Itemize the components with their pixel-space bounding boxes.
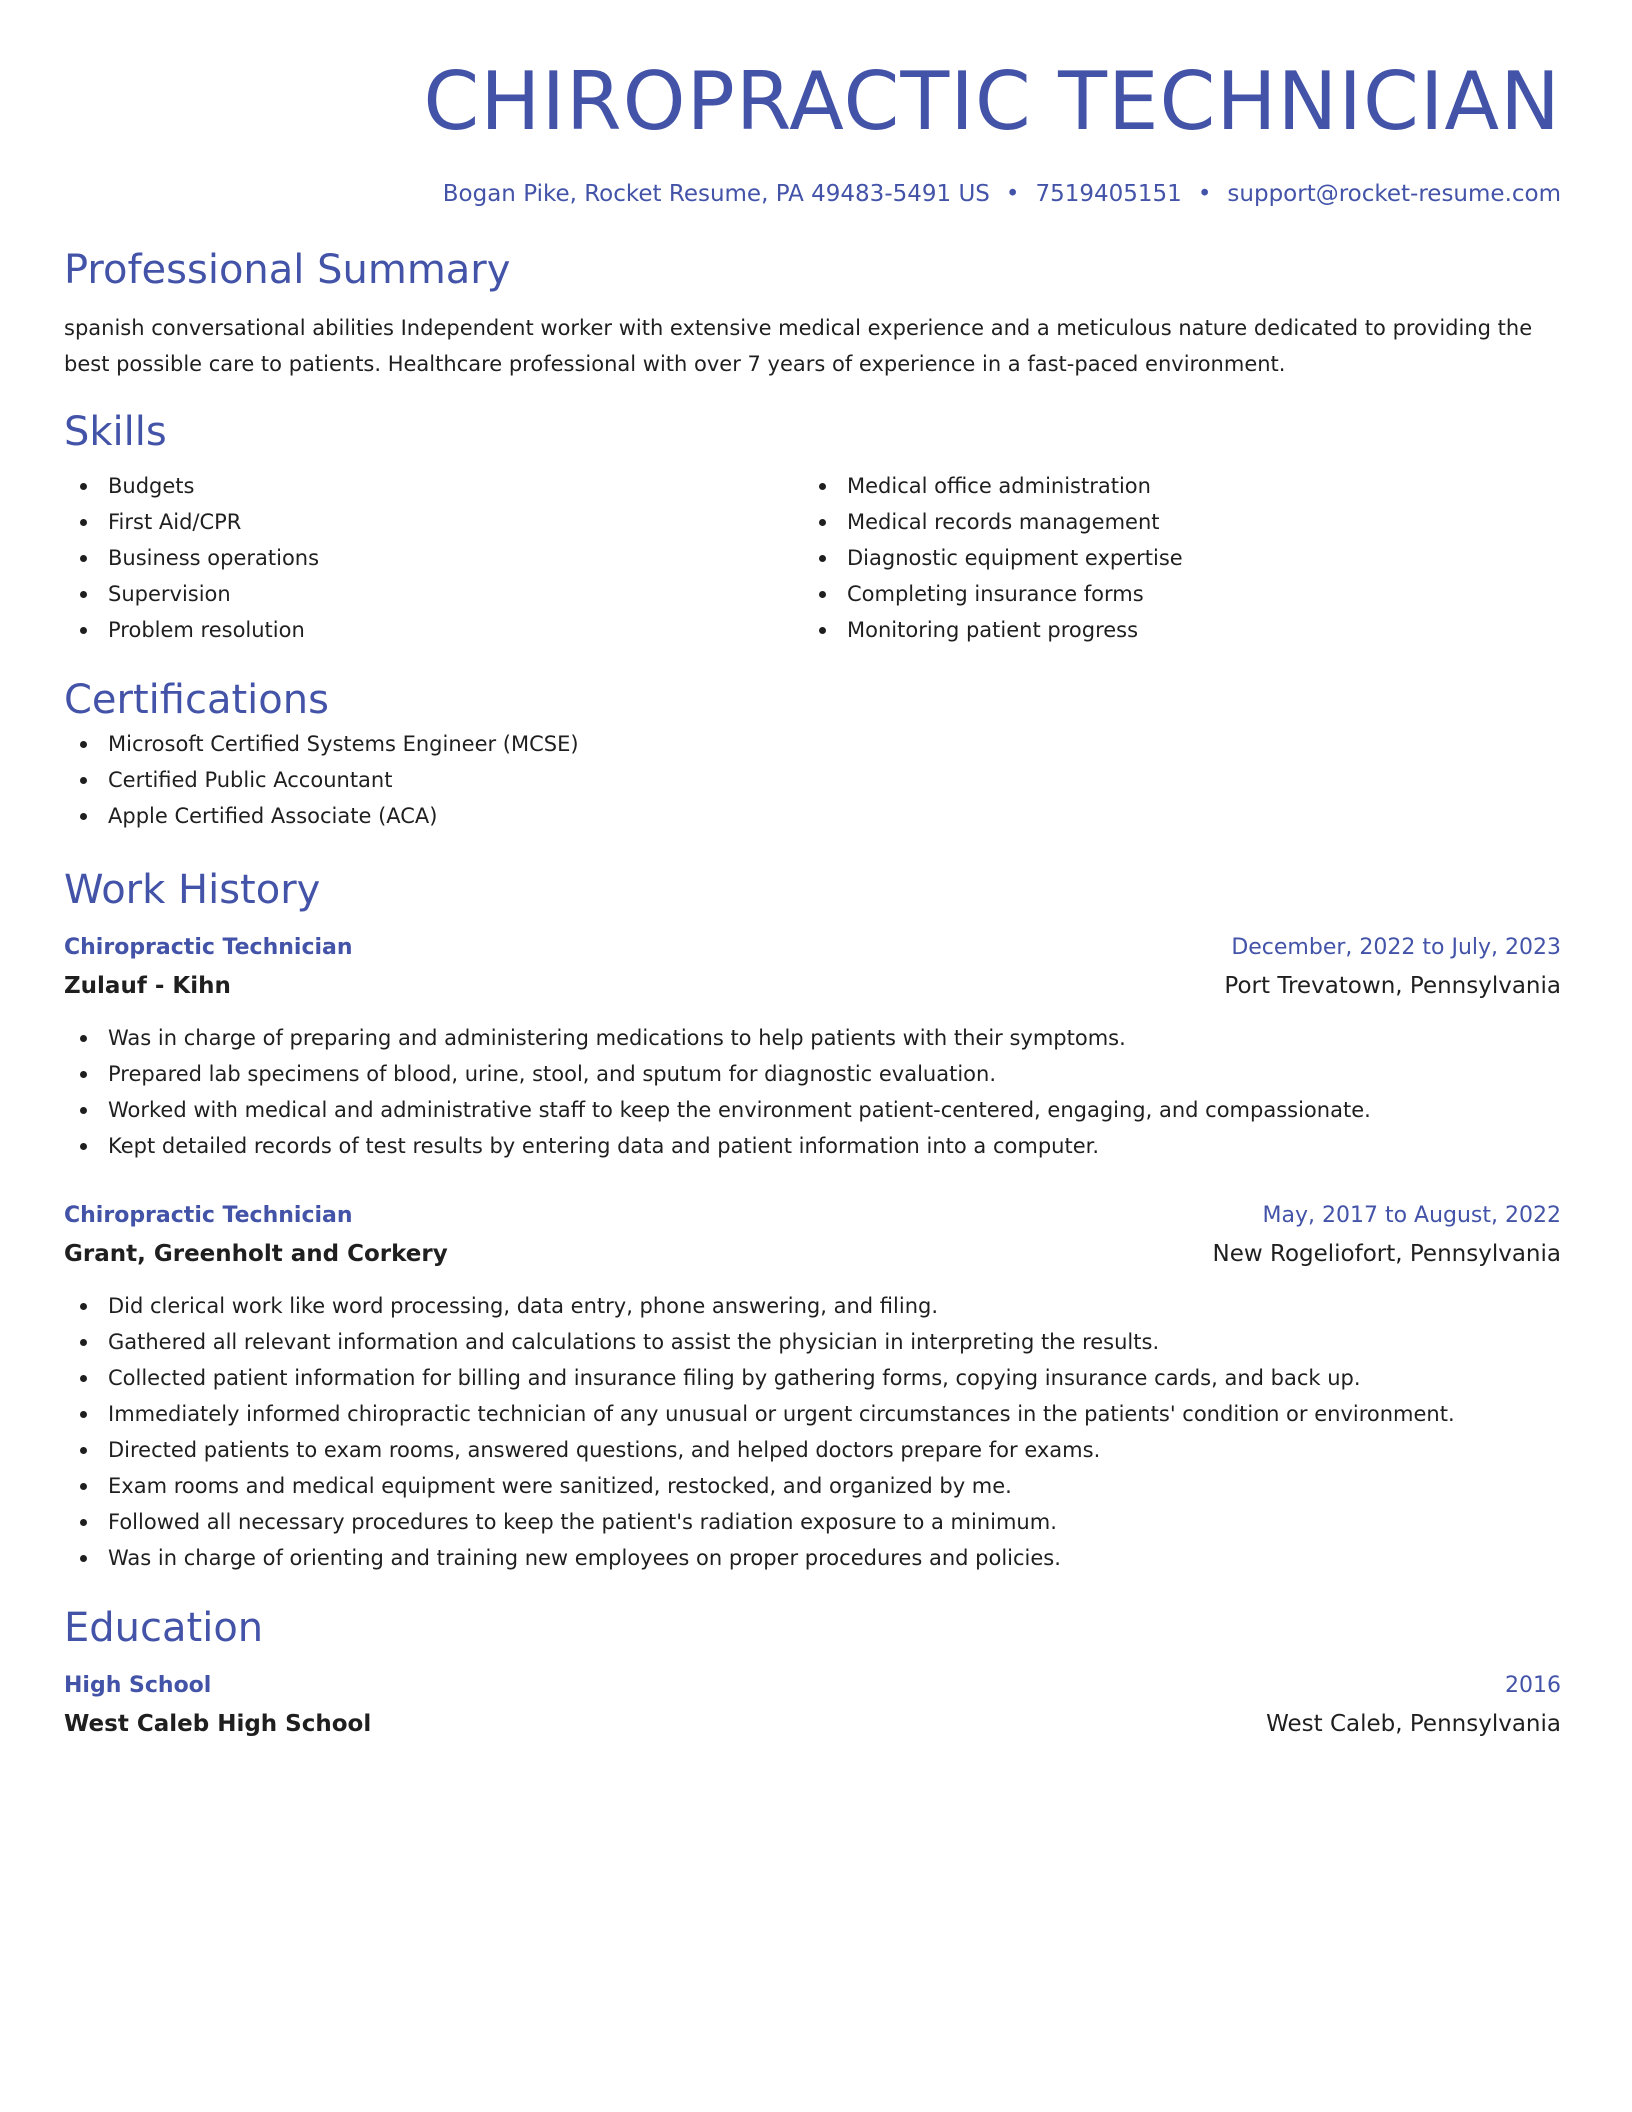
job-bullet: Prepared lab specimens of blood, urine, stool, and sputum for diagnostic evaluation.	[64, 1056, 1561, 1092]
job-header-row	[64, 1198, 1561, 1234]
certifications-list	[64, 726, 1561, 834]
section-title-skills: Skills	[64, 409, 167, 455]
education-degree: High School	[64, 1673, 212, 1698]
job-entry	[64, 930, 1561, 1164]
skill-item: Business operations	[64, 540, 803, 576]
resume-name: CHIROPRACTIC TECHNICIAN	[423, 55, 1561, 148]
job-company: Grant, Greenholt and Corkery	[64, 1241, 448, 1267]
skills-grid	[64, 468, 1561, 648]
contact-email: support@rocket-resume.com	[1227, 181, 1561, 207]
job-bullet: Exam rooms and medical equipment were sanitized, restocked, and organized by me.	[64, 1468, 1561, 1504]
summary-section	[64, 244, 1561, 382]
contact-phone: 7519405151	[1035, 181, 1182, 207]
summary-text: spanish conversational abilities Independent worker with extensive medical experience and a meticulous nature dedicated to providing the best possible care to patients. Healthcare professional with over 7 years of experience in a fast-paced environment.	[64, 316, 1533, 376]
job-title: Chiropractic Technician	[64, 1203, 353, 1228]
section-title-work-history: Work History	[64, 867, 321, 913]
skill-item: Supervision	[64, 576, 803, 612]
skill-item: Completing insurance forms	[803, 576, 1542, 612]
contact-line	[64, 178, 1561, 210]
education-header-row	[64, 1668, 1561, 1704]
section-title-education: Education	[64, 1605, 264, 1651]
education-entry	[64, 1668, 1561, 1744]
education-school: West Caleb High School	[64, 1711, 372, 1737]
skill-item: First Aid/CPR	[64, 504, 803, 540]
certifications-section	[64, 674, 1561, 834]
job-bullet: Followed all necessary procedures to keep the patient's radiation exposure to a minimum.	[64, 1504, 1561, 1540]
education-section	[64, 1602, 1561, 1744]
skills-list-right	[803, 468, 1542, 648]
certification-item: Certified Public Accountant	[64, 762, 1561, 798]
job-company-row	[64, 1234, 1561, 1274]
skill-item: Budgets	[64, 468, 803, 504]
education-school-row	[64, 1704, 1561, 1744]
work-history-section	[64, 864, 1561, 1576]
section-title-certifications: Certifications	[64, 677, 329, 723]
job-dates: December, 2022 to July, 2023	[1231, 935, 1561, 960]
section-title-summary: Professional Summary	[64, 247, 511, 293]
job-bullet: Was in charge of preparing and administering medications to help patients with their symptoms.	[64, 1020, 1561, 1056]
job-dates: May, 2017 to August, 2022	[1262, 1203, 1561, 1228]
job-company-row	[64, 966, 1561, 1006]
skill-item: Medical records management	[803, 504, 1542, 540]
resume-page	[64, 0, 1561, 1744]
education-location: West Caleb, Pennsylvania	[1266, 1711, 1561, 1737]
contact-address: Bogan Pike, Rocket Resume, PA 49483-5491 US	[442, 181, 990, 207]
skill-item: Problem resolution	[64, 612, 803, 648]
resume-header	[64, 0, 1561, 210]
job-bullet: Immediately informed chiropractic technician of any unusual or urgent circumstances in the patients' condition or environment.	[64, 1396, 1561, 1432]
skill-item: Medical office administration	[803, 468, 1542, 504]
job-bullet: Collected patient information for billing and insurance filing by gathering forms, copying insurance cards, and back up.	[64, 1360, 1561, 1396]
job-bullet: Gathered all relevant information and calculations to assist the physician in interpreting the results.	[64, 1324, 1561, 1360]
education-year: 2016	[1505, 1673, 1561, 1698]
job-bullets	[64, 1288, 1561, 1576]
job-bullet: Directed patients to exam rooms, answered questions, and helped doctors prepare for exams.	[64, 1432, 1561, 1468]
job-title: Chiropractic Technician	[64, 935, 353, 960]
skills-column-right	[803, 468, 1542, 648]
job-entry	[64, 1198, 1561, 1576]
job-header-row	[64, 930, 1561, 966]
job-location: Port Trevatown, Pennsylvania	[1224, 973, 1561, 999]
certification-item: Apple Certified Associate (ACA)	[64, 798, 1561, 834]
skills-section	[64, 406, 1561, 648]
skill-item: Diagnostic equipment expertise	[803, 540, 1542, 576]
contact-separator: •	[1005, 181, 1020, 207]
skills-list-left	[64, 468, 803, 648]
skills-column-left	[64, 468, 803, 648]
job-bullet: Kept detailed records of test results by entering data and patient information into a computer.	[64, 1128, 1561, 1164]
certification-item: Microsoft Certified Systems Engineer (MCSE)	[64, 726, 1561, 762]
job-bullet: Was in charge of orienting and training new employees on proper procedures and policies.	[64, 1540, 1561, 1576]
job-location: New Rogeliofort, Pennsylvania	[1212, 1241, 1561, 1267]
contact-separator: •	[1197, 181, 1212, 207]
job-bullet: Worked with medical and administrative staff to keep the environment patient-centered, engaging, and compassionate.	[64, 1092, 1561, 1128]
job-company: Zulauf - Kihn	[64, 973, 231, 999]
job-bullet: Did clerical work like word processing, data entry, phone answering, and filing.	[64, 1288, 1561, 1324]
job-bullets	[64, 1020, 1561, 1164]
skill-item: Monitoring patient progress	[803, 612, 1542, 648]
